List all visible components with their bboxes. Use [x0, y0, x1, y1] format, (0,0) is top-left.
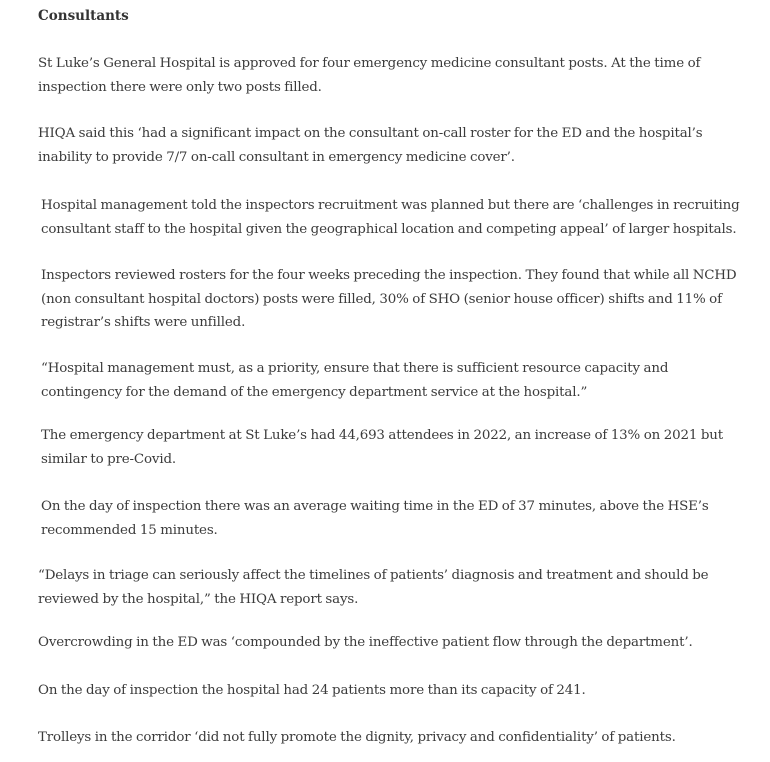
paragraph-overcrowding: Overcrowding in the ED was ‘compounded by the ineffective patient flow through the department’.	[38, 635, 693, 650]
paragraph-capacity: On the day of inspection the hospital had 24 patients more than its capacity of 241.	[38, 683, 586, 698]
paragraph-attendees: The emergency department at St Luke’s had 44,693 attendees in 2022, an increase of 13% on 2021 but similar to pre-Covid.	[41, 428, 723, 467]
paragraph-triage-quote: “Delays in triage can seriously affect the timelines of patients’ diagnosis and treatment and should be reviewed by the hospital,” the HIQA report says.	[38, 568, 709, 607]
paragraph-trolleys: Trolleys in the corridor ‘did not fully promote the dignity, privacy and confidentiality’ of patients.	[38, 730, 676, 745]
paragraph-waiting-time: On the day of inspection there was an average waiting time in the ED of 37 minutes, above the HSE’s recommended 15 minutes.	[41, 499, 709, 538]
paragraph-hiqa-impact: HIQA said this ‘had a significant impact on the consultant on-call roster for the ED and the hospital’s inability to provide 7/7 on-call consultant in emergency medicine cover’.	[38, 126, 703, 165]
paragraph-rosters: Inspectors reviewed rosters for the four weeks preceding the inspection. They found that while all NCHD (non consultant hospital doctors) posts were filled, 30% of SHO (senior house officer) shifts and 11% of registrar’s shifts were unfilled.	[41, 268, 737, 330]
paragraph-management-quote: “Hospital management must, as a priority, ensure that there is sufficient resource capacity and contingency for the demand of the emergency department service at the hospital.”	[41, 361, 669, 400]
paragraph-recruitment: Hospital management told the inspectors recruitment was planned but there are ‘challenges in recruiting consultant staff to the hospital given the geographical location and competing appeal’ of larger hospitals.	[41, 198, 740, 237]
section-heading: Consultants	[38, 8, 129, 24]
paragraph-approved-posts: St Luke’s General Hospital is approved for four emergency medicine consultant posts. At the time of inspection there were only two posts filled.	[38, 56, 701, 95]
